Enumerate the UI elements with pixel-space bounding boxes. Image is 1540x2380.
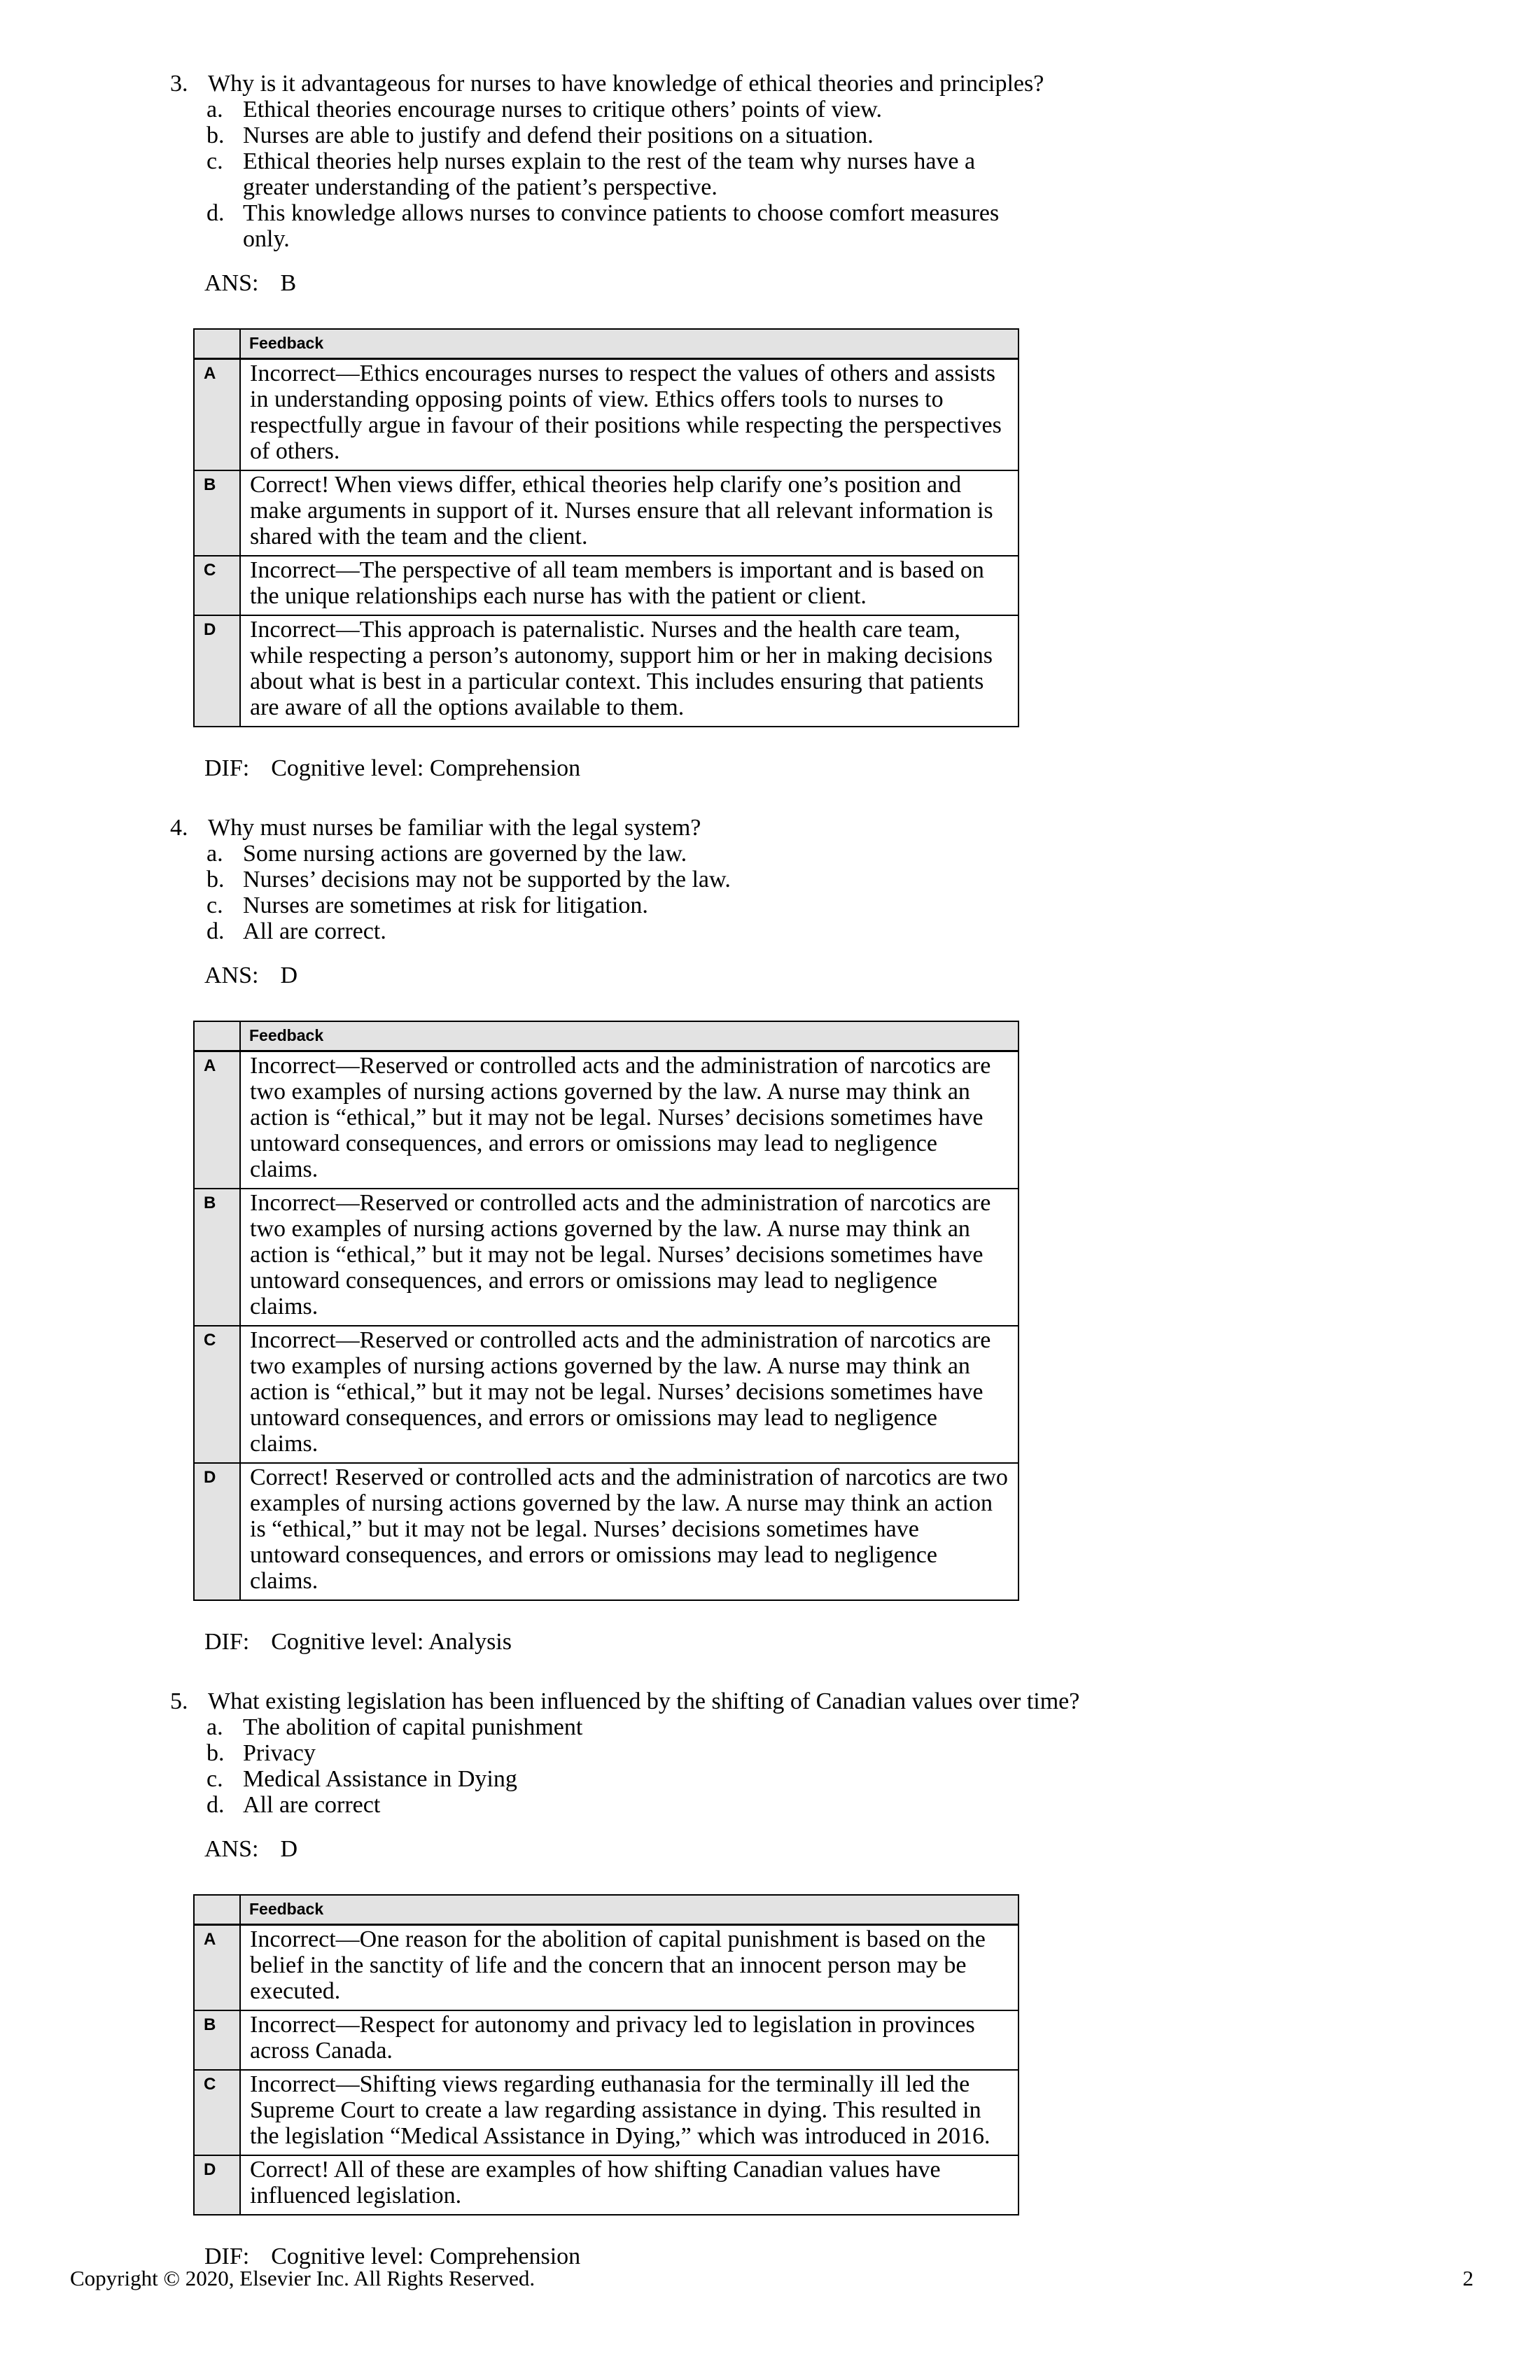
- feedback-text-cell: Incorrect—Shifting views regarding euthanasia for the terminally ill led the Supreme Court to create a law regarding assistance in dying. This resulted in the legislation “Medical Assistance in Dying,” which was introduced in 2016.: [240, 2070, 1018, 2155]
- feedback-row-d: [194, 2155, 1018, 2215]
- answer-label: ANS:: [204, 1836, 259, 1862]
- option-letter: b.: [206, 867, 225, 892]
- dif-value: Cognitive level: Analysis: [271, 1629, 512, 1655]
- feedback-text-cell: Incorrect—One reason for the abolition of capital punishment is based on the belief in the sanctity of life and the concern that an innocent person may be executed.: [240, 1925, 1018, 2011]
- feedback-text-cell: Incorrect—Ethics encourages nurses to respect the values of others and assists in understanding opposing points of view. Ethics offers tools to nurses to respectfully argue in favour of their positions while respecting the perspectives of others.: [240, 359, 1018, 471]
- option-text: This knowledge allows nurses to convince patients to choose comfort measures only.: [243, 200, 1000, 252]
- option-letter: c.: [206, 892, 223, 918]
- question-block-5: [0, 1688, 1540, 2269]
- feedback-row-a: [194, 359, 1018, 471]
- feedback-header-cell: Feedback: [240, 1895, 1018, 1925]
- option-text: Nurses are sometimes at risk for litigation.: [243, 892, 648, 918]
- option-text: Nurses are able to justify and defend their positions on a situation.: [243, 122, 874, 148]
- feedback-letter-cell: D: [194, 1463, 240, 1600]
- feedback-row-c: [194, 2070, 1018, 2155]
- feedback-letter-cell: B: [194, 470, 240, 556]
- option-letter: c.: [206, 1766, 223, 1792]
- option-letter: a.: [206, 97, 223, 122]
- feedback-header-cell: Feedback: [240, 329, 1018, 359]
- feedback-row-b: [194, 470, 1018, 556]
- feedback-text-cell: Incorrect—This approach is paternalistic. Nurses and the health care team, while respecting a person’s autonomy, support him or her in making decisions about what is best in a particular context. This includes ensuring that patients are aware of all the options available to them.: [240, 615, 1018, 727]
- option-text: Ethical theories encourage nurses to critique others’ points of view.: [243, 97, 882, 122]
- answer-value: B: [280, 270, 297, 296]
- question-number: 3.: [170, 71, 188, 97]
- question-number: 5.: [170, 1688, 188, 1714]
- dif-line: [204, 755, 1540, 781]
- question-line: [170, 71, 1540, 97]
- feedback-text-cell: Incorrect—The perspective of all team members is important and is based on the unique relationships each nurse has with the patient or client.: [240, 556, 1018, 615]
- feedback-corner-cell: [194, 1895, 240, 1925]
- feedback-table: [193, 328, 1019, 727]
- option-letter: b.: [206, 1740, 225, 1766]
- feedback-letter-cell: C: [194, 556, 240, 615]
- answer-line: [204, 962, 1540, 988]
- question-text: Why must nurses be familiar with the legal system?: [208, 815, 701, 841]
- option-b: [206, 867, 1540, 892]
- option-b: [206, 122, 1540, 148]
- feedback-header-row: [194, 1021, 1018, 1051]
- feedback-row-d: [194, 1463, 1018, 1600]
- footer-page-number: 2: [1462, 2266, 1474, 2290]
- feedback-table: [193, 1021, 1019, 1601]
- option-b: [206, 1740, 1540, 1766]
- feedback-letter-cell: C: [194, 2070, 240, 2155]
- question-text: Why is it advantageous for nurses to have knowledge of ethical theories and principles?: [208, 71, 1044, 97]
- answer-value: D: [280, 962, 298, 988]
- answer-line: [204, 270, 1540, 296]
- dif-label: DIF:: [204, 2244, 250, 2269]
- answer-label: ANS:: [204, 962, 259, 988]
- feedback-corner-cell: [194, 329, 240, 359]
- question-block-3: [0, 71, 1540, 781]
- feedback-table: [193, 1894, 1019, 2216]
- feedback-row-b: [194, 2010, 1018, 2070]
- option-a: [206, 1714, 1540, 1740]
- option-text: All are correct: [243, 1792, 381, 1818]
- option-text: The abolition of capital punishment: [243, 1714, 583, 1740]
- option-letter: a.: [206, 1714, 223, 1740]
- feedback-row-a: [194, 1051, 1018, 1189]
- question-text: What existing legislation has been influenced by the shifting of Canadian values over time?: [208, 1688, 1080, 1714]
- feedback-row-c: [194, 1326, 1018, 1463]
- feedback-corner-cell: [194, 1021, 240, 1051]
- option-text: Ethical theories help nurses explain to the rest of the team why nurses have a greater understanding of the patient’s perspective.: [243, 148, 976, 200]
- feedback-letter-cell: A: [194, 359, 240, 471]
- option-d: [206, 200, 1540, 252]
- option-letter: d.: [206, 200, 225, 226]
- dif-value: Cognitive level: Comprehension: [271, 755, 581, 781]
- feedback-letter-cell: D: [194, 615, 240, 727]
- page-footer: [70, 2267, 1474, 2290]
- feedback-letter-cell: A: [194, 1051, 240, 1189]
- feedback-text-cell: Correct! All of these are examples of how shifting Canadian values have influenced legislation.: [240, 2155, 1018, 2215]
- option-letter: c.: [206, 148, 223, 174]
- option-letter: d.: [206, 1792, 225, 1818]
- answer-label: ANS:: [204, 270, 259, 296]
- option-c: [206, 1766, 1540, 1792]
- feedback-header-row: [194, 329, 1018, 359]
- feedback-text-cell: Incorrect—Reserved or controlled acts and the administration of narcotics are two examples of nursing actions governed by the law. A nurse may think an action is “ethical,” but it may not be legal. Nurses’ decisions sometimes have untoward consequences, and errors or omissions may lead to negligence claims.: [240, 1189, 1018, 1326]
- question-block-4: [0, 815, 1540, 1655]
- question-number: 4.: [170, 815, 188, 841]
- option-text: Nurses’ decisions may not be supported by the law.: [243, 867, 731, 892]
- question-line: [170, 815, 1540, 841]
- answer-value: D: [280, 1836, 298, 1862]
- feedback-letter-cell: C: [194, 1326, 240, 1463]
- dif-label: DIF:: [204, 1629, 250, 1655]
- answer-line: [204, 1836, 1540, 1862]
- option-text: Some nursing actions are governed by the law.: [243, 841, 687, 867]
- option-letter: a.: [206, 841, 223, 867]
- option-text: All are correct.: [243, 918, 386, 944]
- feedback-row-c: [194, 556, 1018, 615]
- dif-label: DIF:: [204, 755, 250, 781]
- feedback-letter-cell: D: [194, 2155, 240, 2215]
- feedback-text-cell: Correct! When views differ, ethical theories help clarify one’s position and make arguments in support of it. Nurses ensure that all relevant information is shared with the team and the client.: [240, 470, 1018, 556]
- option-letter: d.: [206, 918, 225, 944]
- feedback-row-d: [194, 615, 1018, 727]
- feedback-row-a: [194, 1925, 1018, 2011]
- feedback-header-row: [194, 1895, 1018, 1925]
- feedback-letter-cell: B: [194, 1189, 240, 1326]
- option-d: [206, 1792, 1540, 1818]
- feedback-text-cell: Incorrect—Reserved or controlled acts and the administration of narcotics are two examples of nursing actions governed by the law. A nurse may think an action is “ethical,” but it may not be legal. Nurses’ decisions sometimes have untoward consequences, and errors or omissions may lead to negligence claims.: [240, 1326, 1018, 1463]
- feedback-text-cell: Incorrect—Reserved or controlled acts and the administration of narcotics are two examples of nursing actions governed by the law. A nurse may think an action is “ethical,” but it may not be legal. Nurses’ decisions sometimes have untoward consequences, and errors or omissions may lead to negligence claims.: [240, 1051, 1018, 1189]
- option-c: [206, 148, 1540, 200]
- option-c: [206, 892, 1540, 918]
- option-letter: b.: [206, 122, 225, 148]
- dif-value: Cognitive level: Comprehension: [271, 2244, 581, 2269]
- option-text: Medical Assistance in Dying: [243, 1766, 517, 1792]
- option-d: [206, 918, 1540, 944]
- footer-copyright: Copyright © 2020, Elsevier Inc. All Rights Reserved.: [70, 2266, 536, 2290]
- option-text: Privacy: [243, 1740, 316, 1766]
- feedback-text-cell: Incorrect—Respect for autonomy and privacy led to legislation in provinces across Canada.: [240, 2010, 1018, 2070]
- feedback-row-b: [194, 1189, 1018, 1326]
- option-a: [206, 97, 1540, 122]
- question-line: [170, 1688, 1540, 1714]
- feedback-text-cell: Correct! Reserved or controlled acts and the administration of narcotics are two examples of nursing actions governed by the law. A nurse may think an action is “ethical,” but it may not be legal. Nurses’ decisions sometimes have untoward consequences, and errors or omissions may lead to negligence claims.: [240, 1463, 1018, 1600]
- feedback-letter-cell: A: [194, 1925, 240, 2011]
- option-a: [206, 841, 1540, 867]
- dif-line: [204, 1629, 1540, 1655]
- feedback-header-cell: Feedback: [240, 1021, 1018, 1051]
- feedback-letter-cell: B: [194, 2010, 240, 2070]
